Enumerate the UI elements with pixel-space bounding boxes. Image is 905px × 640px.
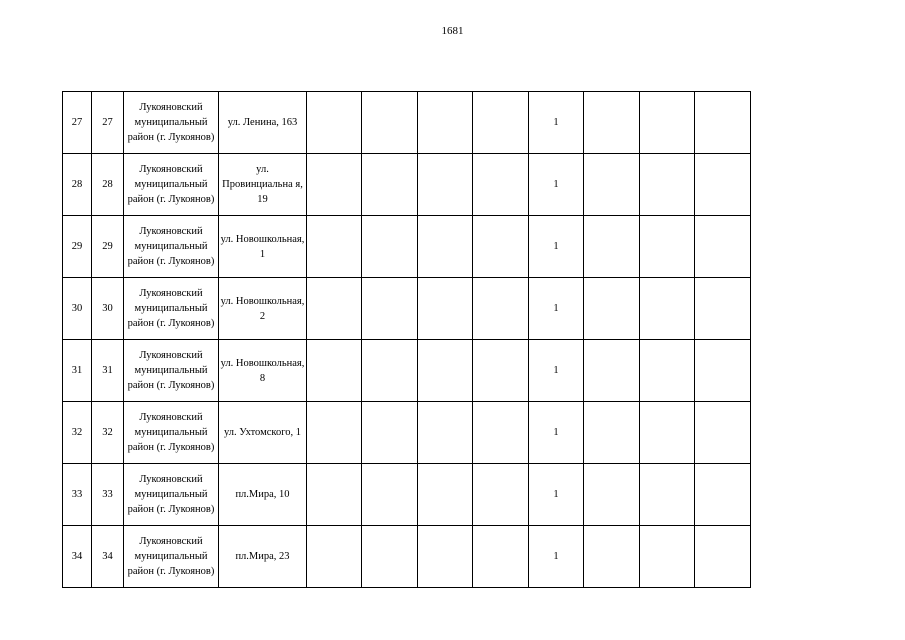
empty-cell: [473, 154, 529, 216]
empty-cell: [473, 92, 529, 154]
table-row: [63, 278, 751, 340]
empty-cell: [307, 154, 362, 216]
empty-cell: [418, 340, 473, 402]
address-cell: ул. Ухтомского, 1: [219, 402, 307, 464]
empty-cell: [640, 278, 695, 340]
address-cell: пл.Мира, 10: [219, 464, 307, 526]
empty-cell: [418, 216, 473, 278]
address-cell: ул. Ленина, 163: [219, 92, 307, 154]
empty-cell: [695, 526, 751, 588]
count-cell: 1: [529, 154, 584, 216]
count-cell: 1: [529, 278, 584, 340]
object-number-cell: 29: [92, 216, 124, 278]
empty-cell: [362, 154, 418, 216]
object-number-cell: 34: [92, 526, 124, 588]
count-cell: 1: [529, 92, 584, 154]
empty-cell: [640, 216, 695, 278]
empty-cell: [307, 92, 362, 154]
empty-cell: [695, 154, 751, 216]
object-number-cell: 33: [92, 464, 124, 526]
empty-cell: [418, 278, 473, 340]
table-row: [63, 216, 751, 278]
row-number-cell: 28: [63, 154, 92, 216]
empty-cell: [584, 92, 640, 154]
table-row: [63, 340, 751, 402]
empty-cell: [695, 402, 751, 464]
district-cell: Лукояновский муниципальный район (г. Лукоянов): [124, 92, 219, 154]
empty-cell: [473, 402, 529, 464]
empty-cell: [584, 340, 640, 402]
empty-cell: [695, 340, 751, 402]
district-cell: Лукояновский муниципальный район (г. Лукоянов): [124, 464, 219, 526]
empty-cell: [307, 216, 362, 278]
empty-cell: [695, 278, 751, 340]
empty-cell: [640, 402, 695, 464]
empty-cell: [640, 340, 695, 402]
empty-cell: [640, 92, 695, 154]
empty-cell: [695, 464, 751, 526]
empty-cell: [695, 216, 751, 278]
district-cell: Лукояновский муниципальный район (г. Лукоянов): [124, 278, 219, 340]
address-cell: ул. Новошкольная, 8: [219, 340, 307, 402]
address-cell: ул. Провинциальна я, 19: [219, 154, 307, 216]
empty-cell: [307, 278, 362, 340]
count-cell: 1: [529, 340, 584, 402]
address-cell: ул. Новошкольная, 1: [219, 216, 307, 278]
empty-cell: [418, 526, 473, 588]
table-row: [63, 402, 751, 464]
empty-cell: [584, 526, 640, 588]
empty-cell: [307, 526, 362, 588]
empty-cell: [584, 216, 640, 278]
row-number-cell: 27: [63, 92, 92, 154]
empty-cell: [640, 464, 695, 526]
address-cell: ул. Новошкольная, 2: [219, 278, 307, 340]
district-cell: Лукояновский муниципальный район (г. Лукоянов): [124, 216, 219, 278]
empty-cell: [640, 526, 695, 588]
address-cell: пл.Мира, 23: [219, 526, 307, 588]
empty-cell: [307, 402, 362, 464]
row-number-cell: 32: [63, 402, 92, 464]
empty-cell: [307, 340, 362, 402]
empty-cell: [584, 154, 640, 216]
empty-cell: [362, 92, 418, 154]
row-number-cell: 34: [63, 526, 92, 588]
district-cell: Лукояновский муниципальный район (г. Лукоянов): [124, 340, 219, 402]
count-cell: 1: [529, 216, 584, 278]
object-number-cell: 31: [92, 340, 124, 402]
empty-cell: [362, 340, 418, 402]
district-cell: Лукояновский муниципальный район (г. Лукоянов): [124, 526, 219, 588]
empty-cell: [584, 464, 640, 526]
empty-cell: [362, 464, 418, 526]
empty-cell: [473, 340, 529, 402]
empty-cell: [418, 92, 473, 154]
empty-cell: [307, 464, 362, 526]
empty-cell: [473, 216, 529, 278]
row-number-cell: 30: [63, 278, 92, 340]
empty-cell: [418, 154, 473, 216]
empty-cell: [418, 464, 473, 526]
count-cell: 1: [529, 402, 584, 464]
object-number-cell: 30: [92, 278, 124, 340]
object-number-cell: 28: [92, 154, 124, 216]
empty-cell: [473, 464, 529, 526]
district-cell: Лукояновский муниципальный район (г. Лукоянов): [124, 154, 219, 216]
empty-cell: [695, 92, 751, 154]
empty-cell: [584, 402, 640, 464]
empty-cell: [362, 278, 418, 340]
empty-cell: [362, 402, 418, 464]
row-number-cell: 31: [63, 340, 92, 402]
empty-cell: [473, 278, 529, 340]
table-row: [63, 464, 751, 526]
empty-cell: [362, 216, 418, 278]
empty-cell: [418, 402, 473, 464]
empty-cell: [640, 154, 695, 216]
empty-cell: [473, 526, 529, 588]
table-row: [63, 526, 751, 588]
row-number-cell: 33: [63, 464, 92, 526]
count-cell: 1: [529, 526, 584, 588]
empty-cell: [584, 278, 640, 340]
table-row: [63, 154, 751, 216]
registry-table: [62, 91, 751, 588]
table-row: [63, 92, 751, 154]
row-number-cell: 29: [63, 216, 92, 278]
empty-cell: [362, 526, 418, 588]
object-number-cell: 27: [92, 92, 124, 154]
district-cell: Лукояновский муниципальный район (г. Лукоянов): [124, 402, 219, 464]
object-number-cell: 32: [92, 402, 124, 464]
page-number: 1681: [441, 25, 464, 37]
count-cell: 1: [529, 464, 584, 526]
